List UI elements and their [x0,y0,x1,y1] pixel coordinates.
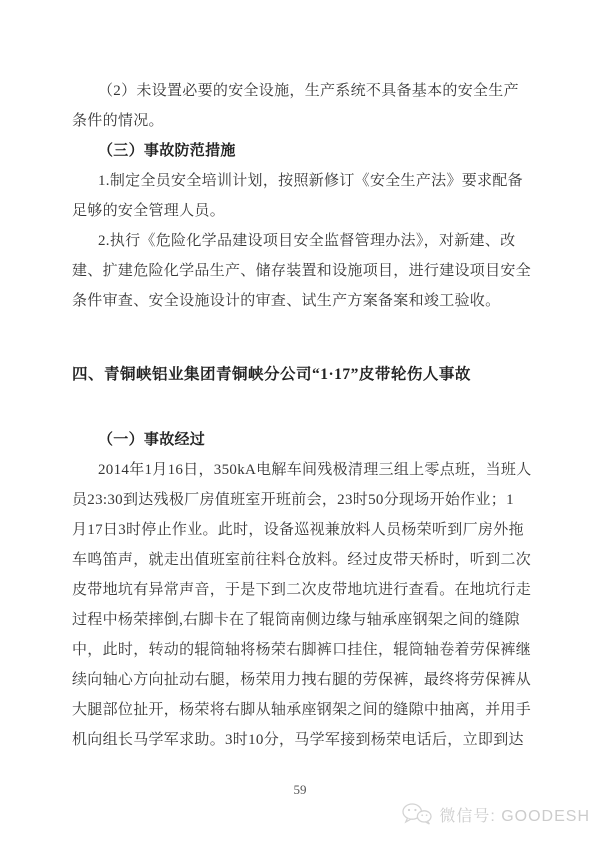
narrative-line: 机向组长马学军求助。3时10分，马学军接到杨荣电话后，立即到达 [72,732,524,748]
item-1-line: 足够的安全管理人员。 [72,203,226,219]
section-title: 四、青铜峡铝业集团青铜峡分公司“1·17”皮带轮伤人事故 [72,366,471,383]
heading-accident-course: （一）事故经过 [98,432,206,448]
narrative-line: 2014年1月16日，350kA电解车间残极清理三组上零点班，当班人 [98,462,532,478]
heading-prevention-measures: （三）事故防范措施 [98,143,236,159]
narrative-line: 月17日3时停止作业。此时，设备巡视兼放料人员杨荣听到厂房外拖 [72,522,524,538]
item-2-line: 条件审查、安全设施设计的审查、试生产方案备案和竣工验收。 [72,293,501,309]
item-2-line: 2.执行《危险化学品建设项目安全监督管理办法》，对新建、改 [98,233,516,249]
narrative-line: 续向轴心方向扯动右腿，杨荣用力拽右腿的劳保裤，最终将劳保裤从 [72,672,532,688]
narrative-line: 大腿部位扯开，杨荣将右脚从轴承座钢架之间的缝隙中抽离，并用手 [72,702,532,718]
item-1-line: 1.制定全员安全培训计划，按照新修订《安全生产法》要求配备 [98,173,523,189]
narrative-line: 过程中杨荣摔倒,右脚卡在了辊筒南侧边缘与轴承座钢架之间的缝隙 [72,612,520,628]
narrative-line: 皮带地坑有异常声音，于是下到二次皮带地坑进行查看。在地坑行走 [72,582,532,598]
page-number: 59 [293,782,307,797]
item-2-line: 建、扩建危险化学品生产、储存装置和设施项目，进行建设项目安全 [72,263,532,279]
wechat-icon [401,802,433,826]
watermark-label: 微信号: GOODESH [439,807,590,825]
narrative-line: 中，此时，转动的辊筒轴将杨荣右脚裤口挂住，辊筒轴卷着劳保裤继 [72,642,532,658]
watermark [401,802,590,826]
paragraph-continued-line: （2）未设置必要的安全设施，生产系统不具备基本的安全生产 [98,83,519,99]
paragraph-continued-line: 条件的情况。 [72,113,164,129]
document-text-block [72,76,532,755]
narrative-line: 员23:30到达残极厂房值班室开班前会，23时50分现场开始作业；1 [72,492,514,508]
narrative-line: 车鸣笛声，就走出值班室前往料仓放料。经过皮带天桥时，听到二次 [72,552,532,568]
